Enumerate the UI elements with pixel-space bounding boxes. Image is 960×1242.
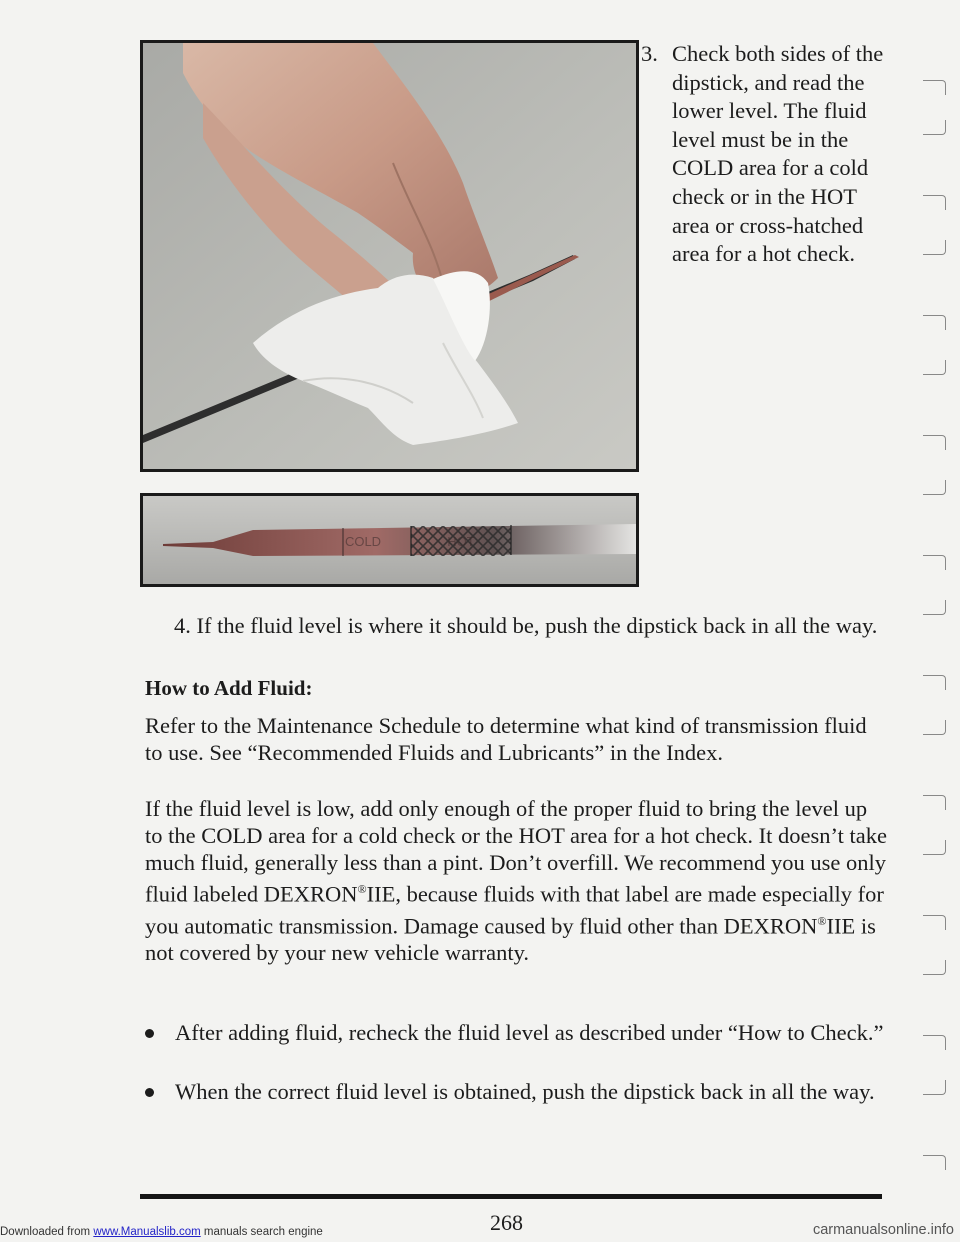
section-heading: How to Add Fluid: <box>145 676 313 700</box>
edge-tab-mark <box>923 840 946 855</box>
edge-tab-mark <box>923 600 946 615</box>
edge-tab-mark <box>923 80 946 95</box>
edge-tab-mark <box>923 675 946 690</box>
edge-tab-mark <box>923 960 946 975</box>
bullet-item <box>145 1078 885 1105</box>
download-notice-prefix: Downloaded from <box>0 1226 94 1238</box>
dipstick-closeup-graphic <box>143 496 636 584</box>
step-4-text: 4. If the fluid level is where it should be, push the dipstick back in all the way. <box>174 613 878 638</box>
bullet-item <box>145 1019 885 1046</box>
edge-tab-mark <box>923 480 946 495</box>
page-number: 268 <box>490 1210 523 1235</box>
edge-tab-mark <box>923 1155 946 1170</box>
edge-tab-mark <box>923 120 946 135</box>
paragraph-fluid-type: Refer to the Maintenance Schedule to determine what kind of transmission fluid to use. See “Recommended Fluids and Lubricants” in the Index. <box>145 713 867 765</box>
dipstick-cold-label: COLD <box>344 534 382 549</box>
edge-tab-mark <box>923 315 946 330</box>
para2-part3: IIE is not covered by your new vehicle warranty. <box>145 913 876 965</box>
edge-tab-mark <box>923 555 946 570</box>
bullet-dot-icon <box>145 1029 154 1038</box>
para2-part1: If the fluid level is low, add only enough of the proper fluid to bring the level up to the COLD area for a cold check or the HOT area for a hot check. It doesn’t take much fluid, generally less than a pint. Don’t overfill. We recommend you use only fluid labeled DEXRON <box>145 796 887 907</box>
registered-mark: ® <box>357 882 367 896</box>
page-edge-tabs <box>905 80 960 1190</box>
edge-tab-mark <box>923 1035 946 1050</box>
edge-tab-mark <box>923 195 946 210</box>
bullet-text: After adding fluid, recheck the fluid level as described under “How to Check.” <box>175 1020 884 1045</box>
hand-photo-graphic <box>143 43 636 469</box>
download-notice <box>0 1226 323 1238</box>
para2-part2: IIE, because fluids with that label are made especially for you automatic transmission. Damage caused by fluid other than DEXRON <box>145 881 884 938</box>
edge-tab-mark <box>923 240 946 255</box>
edge-tab-mark <box>923 915 946 930</box>
edge-tab-mark <box>923 795 946 810</box>
footer-rule <box>140 1194 882 1199</box>
manualslib-link[interactable]: www.Manualslib.com <box>93 1226 201 1238</box>
bullet-dot-icon <box>145 1088 154 1097</box>
paragraph-add-fluid <box>145 795 890 966</box>
edge-tab-mark <box>923 435 946 450</box>
registered-mark: ® <box>817 913 827 928</box>
download-notice-suffix: manuals search engine <box>200 1226 323 1238</box>
watermark-text: carmanualsonline.info <box>812 1222 954 1238</box>
step-3 <box>641 40 891 269</box>
hand-wiping-dipstick-photo <box>140 40 639 472</box>
edge-tab-mark <box>923 360 946 375</box>
step-3-number: 3. <box>641 41 658 66</box>
dipstick-closeup-photo <box>140 493 639 587</box>
bullet-text: When the correct fluid level is obtained, push the dipstick back in all the way. <box>175 1079 875 1104</box>
step-3-text: Check both sides of the dipstick, and read the lower level. The fluid level must be in the COLD area for a cold check or in the HOT area or cross-hatched area for a hot check. <box>672 41 884 267</box>
dipstick-hot-label: HOT <box>447 534 475 549</box>
edge-tab-mark <box>923 1080 946 1095</box>
edge-tab-mark <box>923 720 946 735</box>
